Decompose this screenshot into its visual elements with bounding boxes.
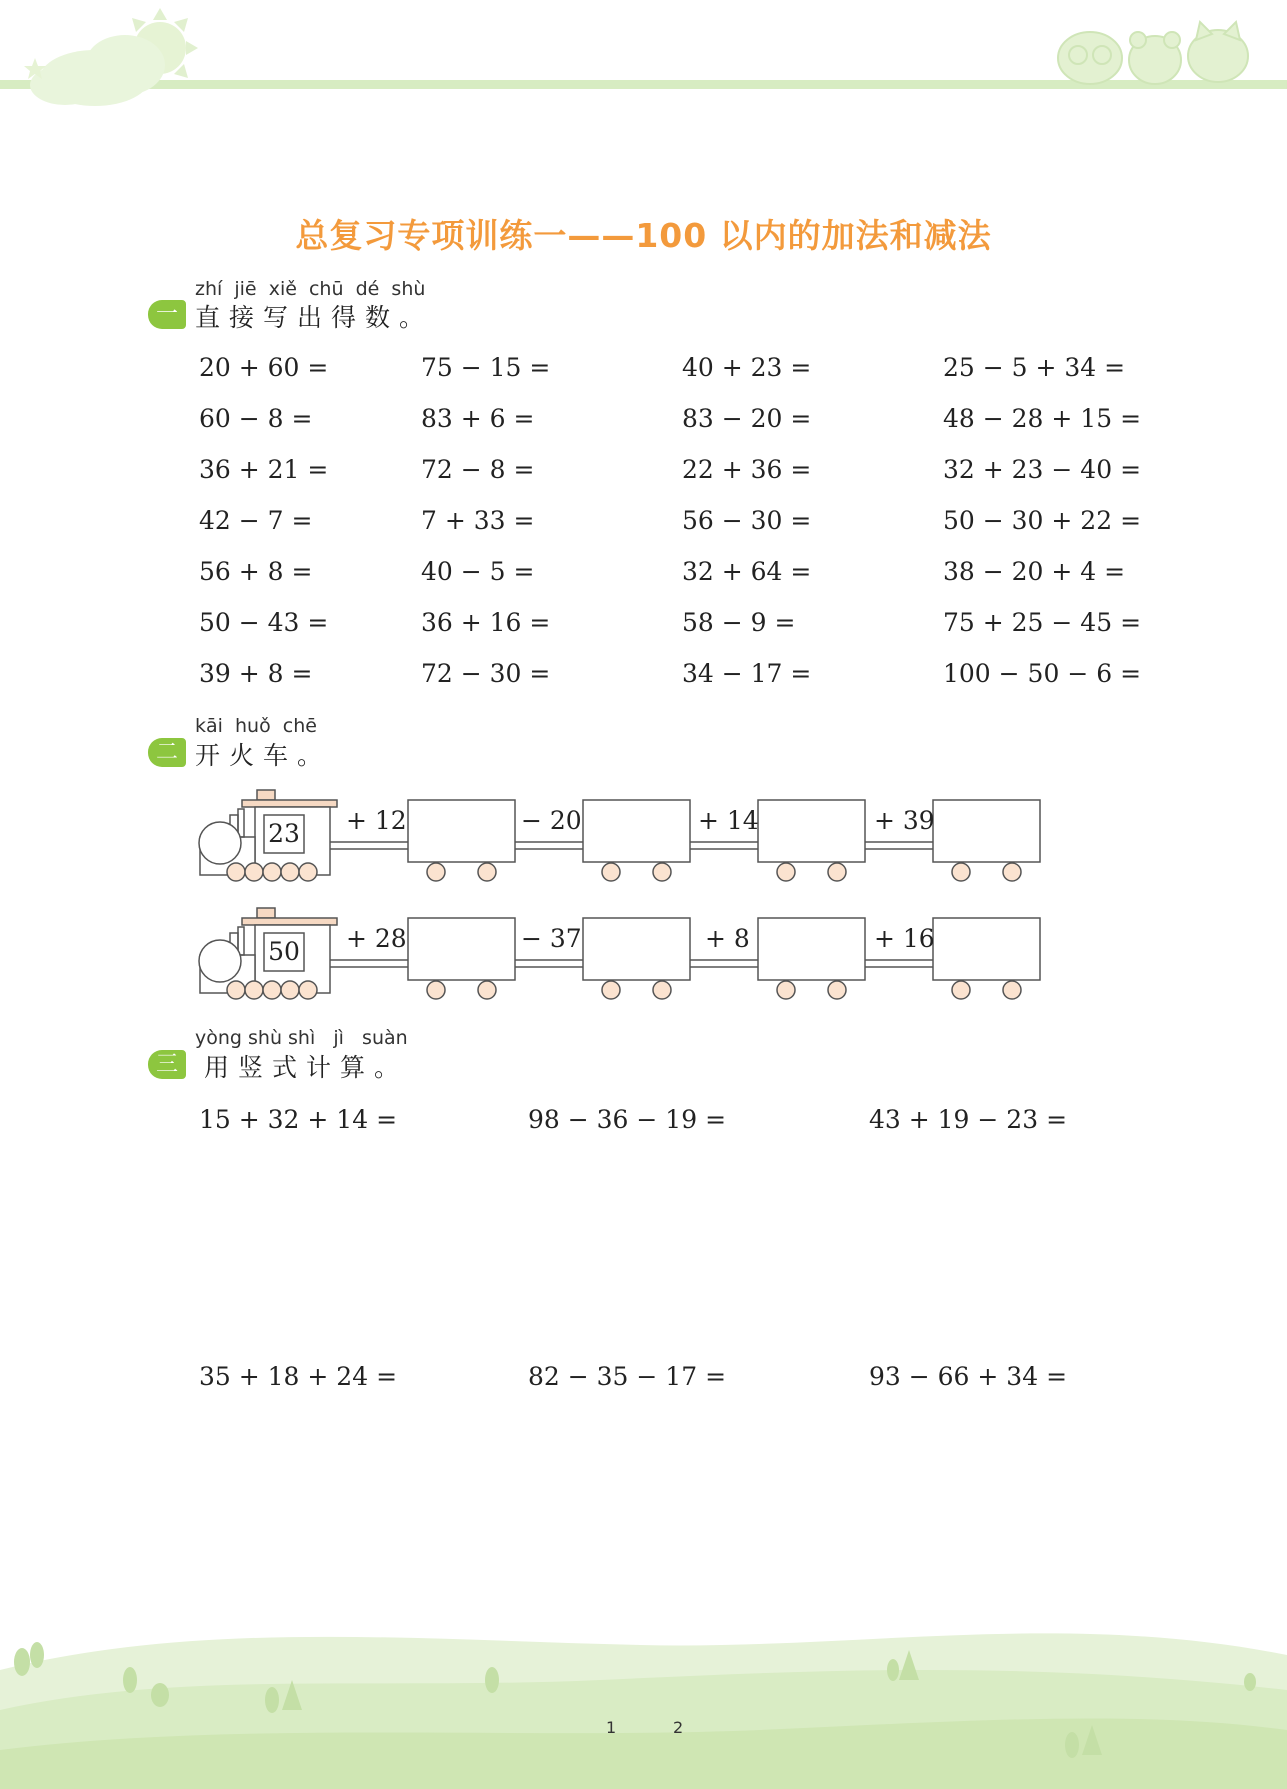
problem: 34 − 17 =: [682, 659, 812, 688]
problem: 75 + 25 − 45 =: [943, 608, 1142, 637]
problem: 58 − 9 =: [682, 608, 796, 637]
train-2-start-number: 50: [268, 937, 300, 966]
train-2-op-2: − 37: [521, 924, 582, 953]
problem: 32 + 23 − 40 =: [943, 455, 1142, 484]
page-title: 总复习专项训练一——100 以内的加法和减法: [295, 216, 992, 255]
problem: 93 − 66 + 34 =: [869, 1362, 1068, 1391]
cloud-icon: [30, 35, 165, 106]
section-1-title: 直接写出得数。: [195, 303, 434, 332]
train-1-drawing: [0, 785, 1287, 885]
problem: 32 + 64 =: [682, 557, 812, 586]
animal-friends-icon: [1058, 22, 1248, 84]
problem: 83 + 6 =: [421, 404, 535, 433]
section-3-badge: 三: [148, 1050, 186, 1079]
problem: 36 + 21 =: [199, 455, 329, 484]
page-number-left: 1: [606, 1718, 617, 1737]
train-car[interactable]: [583, 800, 690, 881]
header-decoration: [0, 0, 1287, 130]
train-2-op-4: + 16: [874, 924, 935, 953]
train-car[interactable]: [758, 800, 865, 881]
train-1-op-1: + 12: [346, 806, 407, 835]
problem: 50 − 43 =: [199, 608, 329, 637]
train-car[interactable]: [933, 918, 1040, 999]
train-1-op-2: − 20: [521, 806, 582, 835]
train-car[interactable]: [758, 918, 865, 999]
problem: 25 − 5 + 34 =: [943, 353, 1126, 382]
section-2-pinyin: kāi huǒ chē: [195, 715, 317, 737]
problem: 98 − 36 − 19 =: [528, 1105, 727, 1134]
section-2-title: 开火车。: [195, 741, 332, 770]
section-3-pinyin: yòng shù shì jì suàn: [195, 1027, 408, 1049]
section-1-pinyin: zhí jiē xiě chū dé shù: [195, 278, 426, 300]
problem: 38 − 20 + 4 =: [943, 557, 1126, 586]
section-1-badge: 一: [148, 300, 186, 329]
train-car[interactable]: [408, 800, 515, 881]
problem: 35 + 18 + 24 =: [199, 1362, 398, 1391]
train-car[interactable]: [408, 918, 515, 999]
problem: 72 − 30 =: [421, 659, 551, 688]
train-car[interactable]: [583, 918, 690, 999]
problem: 83 − 20 =: [682, 404, 812, 433]
problem: 48 − 28 + 15 =: [943, 404, 1142, 433]
problem: 72 − 8 =: [421, 455, 535, 484]
problem: 22 + 36 =: [682, 455, 812, 484]
page-number-right: 2: [673, 1718, 684, 1737]
section-3-title: 用竖式计算。: [204, 1053, 409, 1082]
footer-hills-decoration: [0, 1600, 1287, 1789]
problem: 39 + 8 =: [199, 659, 313, 688]
problem: 60 − 8 =: [199, 404, 313, 433]
train-2-op-1: + 28: [346, 924, 407, 953]
problem: 82 − 35 − 17 =: [528, 1362, 727, 1391]
problem: 100 − 50 − 6 =: [943, 659, 1142, 688]
problem: 40 + 23 =: [682, 353, 812, 382]
problem: 75 − 15 =: [421, 353, 551, 382]
problem: 50 − 30 + 22 =: [943, 506, 1142, 535]
problem: 43 + 19 − 23 =: [869, 1105, 1068, 1134]
problem: 42 − 7 =: [199, 506, 313, 535]
train-1-op-4: + 39: [874, 806, 935, 835]
problem: 56 − 30 =: [682, 506, 812, 535]
problem: 20 + 60 =: [199, 353, 329, 382]
problem: 40 − 5 =: [421, 557, 535, 586]
train-1-start-number: 23: [268, 819, 300, 848]
train-car[interactable]: [933, 800, 1040, 881]
problem: 15 + 32 + 14 =: [199, 1105, 398, 1134]
train-2-drawing: [0, 903, 1287, 1003]
train-1-op-3: + 14: [698, 806, 759, 835]
problem: 56 + 8 =: [199, 557, 313, 586]
problem: 7 + 33 =: [421, 506, 535, 535]
section-2-badge: 二: [148, 738, 186, 767]
problem: 36 + 16 =: [421, 608, 551, 637]
train-2-op-3: + 8: [705, 924, 750, 953]
